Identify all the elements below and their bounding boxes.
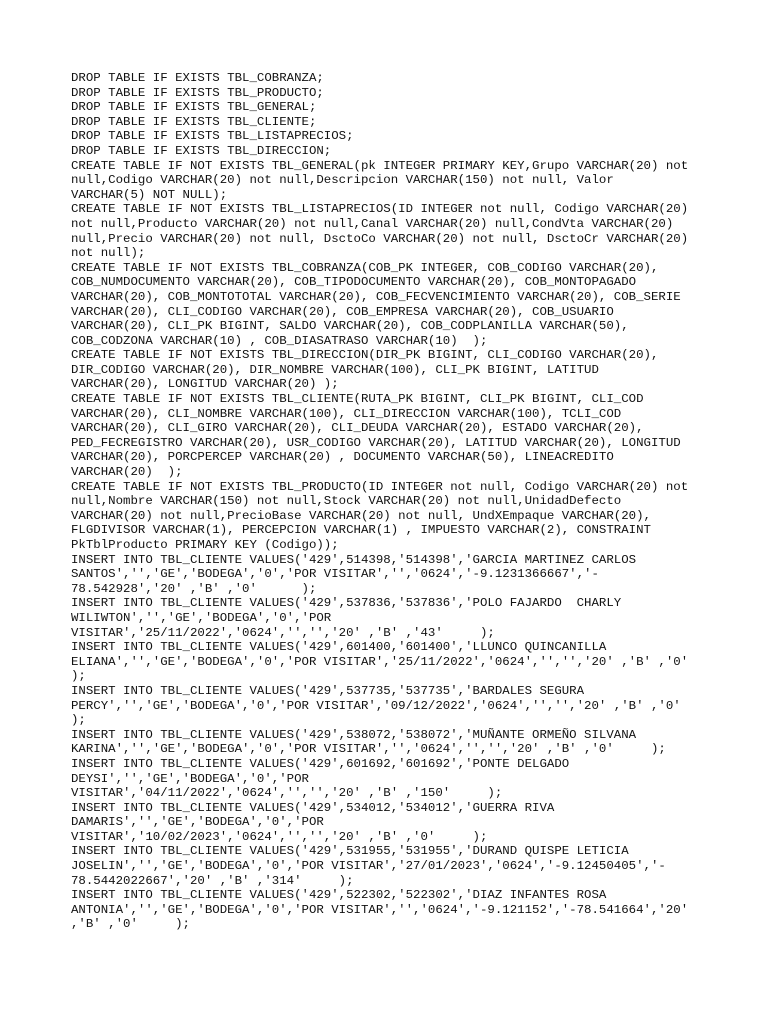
text-line: ,'B' ,'0' );	[71, 917, 190, 932]
text-line: DROP TABLE IF EXISTS TBL_COBRANZA;	[71, 71, 324, 85]
text-line: CREATE TABLE IF NOT EXISTS TBL_GENERAL(pk INTEGER PRIMARY KEY,Grupo VARCHAR(20) not	[71, 158, 689, 173]
text-line: VISITAR','04/11/2022','0624','','','20' ,'B' ,'150' );	[71, 786, 503, 801]
text-line: DROP TABLE IF EXISTS TBL_DIRECCION;	[71, 143, 332, 158]
text-line: VARCHAR(20), CLI_CODIGO VARCHAR(20), COB_EMPRESA VARCHAR(20), COB_USUARIO	[71, 304, 614, 319]
text-line: PkTblProducto PRIMARY KEY (Codigo));	[71, 538, 339, 552]
text-line: DROP TABLE IF EXISTS TBL_GENERAL;	[71, 100, 317, 115]
text-line: DROP TABLE IF EXISTS TBL_PRODUCTO;	[71, 85, 324, 100]
text-line: ELIANA','','GE','BODEGA','0','POR VISITAR','25/11/2022','0624','','','20' ,'B' ,'0'	[71, 654, 689, 669]
text-line: INSERT INTO TBL_CLIENTE VALUES('429',534012,'534012','GUERRA RIVA	[71, 800, 555, 815]
text-line: JOSELIN','','GE','BODEGA','0','POR VISITAR','27/01/2023','0624','-9.12450405','-	[71, 859, 666, 874]
text-line: VARCHAR(20) );	[71, 465, 183, 480]
text-line: VARCHAR(20), CLI_NOMBRE VARCHAR(100), CLI_DIRECCION VARCHAR(100), TCLI_COD	[71, 406, 622, 421]
text-line: INSERT INTO TBL_CLIENTE VALUES('429',531955,'531955','DURAND QUISPE LETICIA	[71, 844, 629, 859]
text-line: 78.542928','20' ,'B' ,'0' );	[71, 581, 317, 596]
text-line: DIR_CODIGO VARCHAR(20), DIR_NOMBRE VARCHAR(100), CLI_PK BIGINT, LATITUD	[71, 362, 599, 377]
text-line: ANTONIA','','GE','BODEGA','0','POR VISITAR','','0624','-9.121152','-78.541664','20'	[71, 902, 689, 917]
text-line: null,Codigo VARCHAR(20) not null,Descripcion VARCHAR(150) not null, Valor	[71, 173, 614, 188]
text-line: CREATE TABLE IF NOT EXISTS TBL_DIRECCION(DIR_PK BIGINT, CLI_CODIGO VARCHAR(20),	[71, 348, 659, 363]
text-line: VARCHAR(20), PORCPERCEP VARCHAR(20) , DOCUMENTO VARCHAR(50), LINEACREDITO	[71, 450, 614, 465]
text-line: );	[71, 669, 86, 684]
text-line: CREATE TABLE IF NOT EXISTS TBL_COBRANZA(COB_PK INTEGER, COB_CODIGO VARCHAR(20),	[71, 260, 659, 275]
text-line: VARCHAR(5) NOT NULL);	[71, 187, 228, 202]
text-line: 78.5442022667','20' ,'B' ,'314' );	[71, 873, 354, 888]
text-line: VARCHAR(20) not null,PrecioBase VARCHAR(20) not null, UndXEmpaque VARCHAR(20),	[71, 508, 651, 523]
text-line: VISITAR','10/02/2023','0624','','','20' ,'B' ,'0' );	[71, 829, 488, 844]
text-line: INSERT INTO TBL_CLIENTE VALUES('429',538072,'538072','MUÑANTE ORMEÑO SILVANA	[71, 727, 637, 742]
text-line: INSERT INTO TBL_CLIENTE VALUES('429',522302,'522302','DIAZ INFANTES ROSA	[71, 888, 607, 903]
text-line: null,Nombre VARCHAR(150) not null,Stock VARCHAR(20) not null,UnidadDefecto	[71, 494, 622, 509]
text-line: VARCHAR(20), LONGITUD VARCHAR(20) );	[71, 377, 339, 392]
text-line: DEYSI','','GE','BODEGA','0','POR	[71, 771, 309, 786]
text-line: VARCHAR(20), COB_MONTOTOTAL VARCHAR(20), COB_FECVENCIMIENTO VARCHAR(20), COB_SERIE	[71, 289, 681, 304]
text-line: PERCY','','GE','BODEGA','0','POR VISITAR','09/12/2022','0624','','','20' ,'B' ,'0'	[71, 698, 681, 713]
text-line: COB_CODZONA VARCHAR(10) , COB_DIASATRASO VARCHAR(10) );	[71, 333, 488, 348]
text-line: INSERT INTO TBL_CLIENTE VALUES('429',601400,'601400','LLUNCO QUINCANILLA	[71, 640, 607, 655]
text-line: SANTOS','','GE','BODEGA','0','POR VISITAR','','0624','-9.1231366667','-	[71, 567, 599, 582]
text-line: KARINA','','GE','BODEGA','0','POR VISITAR','','0624','','','20' ,'B' ,'0' );	[71, 742, 666, 757]
text-line: FLGDIVISOR VARCHAR(1), PERCEPCION VARCHAR(1) , IMPUESTO VARCHAR(2), CONSTRAINT	[71, 523, 651, 538]
text-line: WILIWTON','','GE','BODEGA','0','POR	[71, 610, 332, 625]
text-line: INSERT INTO TBL_CLIENTE VALUES('429',537735,'537735','BARDALES SEGURA	[71, 683, 585, 698]
text-line: not null);	[71, 246, 146, 261]
document-page	[71, 71, 711, 932]
text-line: PED_FECREGISTRO VARCHAR(20), USR_CODIGO VARCHAR(20), LATITUD VARCHAR(20), LONGITUD	[71, 435, 681, 450]
text-line: not null,Producto VARCHAR(20) not null,Canal VARCHAR(20) null,CondVta VARCHAR(20)	[71, 216, 674, 231]
text-line: );	[71, 713, 86, 728]
text-line: COB_NUMDOCUMENTO VARCHAR(20), COB_TIPODOCUMENTO VARCHAR(20), COB_MONTOPAGADO	[71, 275, 637, 290]
text-line: INSERT INTO TBL_CLIENTE VALUES('429',537836,'537836','POLO FAJARDO CHARLY	[71, 596, 622, 611]
text-line: VARCHAR(20), CLI_GIRO VARCHAR(20), CLI_DEUDA VARCHAR(20), ESTADO VARCHAR(20),	[71, 421, 644, 436]
text-line: CREATE TABLE IF NOT EXISTS TBL_PRODUCTO(ID INTEGER not null, Codigo VARCHAR(20) not	[71, 479, 689, 494]
text-line: VARCHAR(20), CLI_PK BIGINT, SALDO VARCHAR(20), COB_CODPLANILLA VARCHAR(50),	[71, 319, 629, 334]
text-line: null,Precio VARCHAR(20) not null, DsctoCo VARCHAR(20) not null, DsctoCr VARCHAR(20)	[71, 231, 689, 246]
text-line: INSERT INTO TBL_CLIENTE VALUES('429',514398,'514398','GARCIA MARTINEZ CARLOS	[71, 552, 637, 567]
text-line: DROP TABLE IF EXISTS TBL_LISTAPRECIOS;	[71, 129, 354, 144]
text-line: INSERT INTO TBL_CLIENTE VALUES('429',601692,'601692','PONTE DELGADO	[71, 756, 570, 771]
text-line: CREATE TABLE IF NOT EXISTS TBL_LISTAPRECIOS(ID INTEGER not null, Codigo VARCHAR(20)	[71, 202, 689, 217]
text-line: CREATE TABLE IF NOT EXISTS TBL_CLIENTE(RUTA_PK BIGINT, CLI_PK BIGINT, CLI_COD	[71, 392, 644, 407]
text-line: DAMARIS','','GE','BODEGA','0','POR	[71, 815, 324, 830]
text-line: DROP TABLE IF EXISTS TBL_CLIENTE;	[71, 114, 317, 129]
text-line: VISITAR','25/11/2022','0624','','','20' ,'B' ,'43' );	[71, 625, 495, 640]
